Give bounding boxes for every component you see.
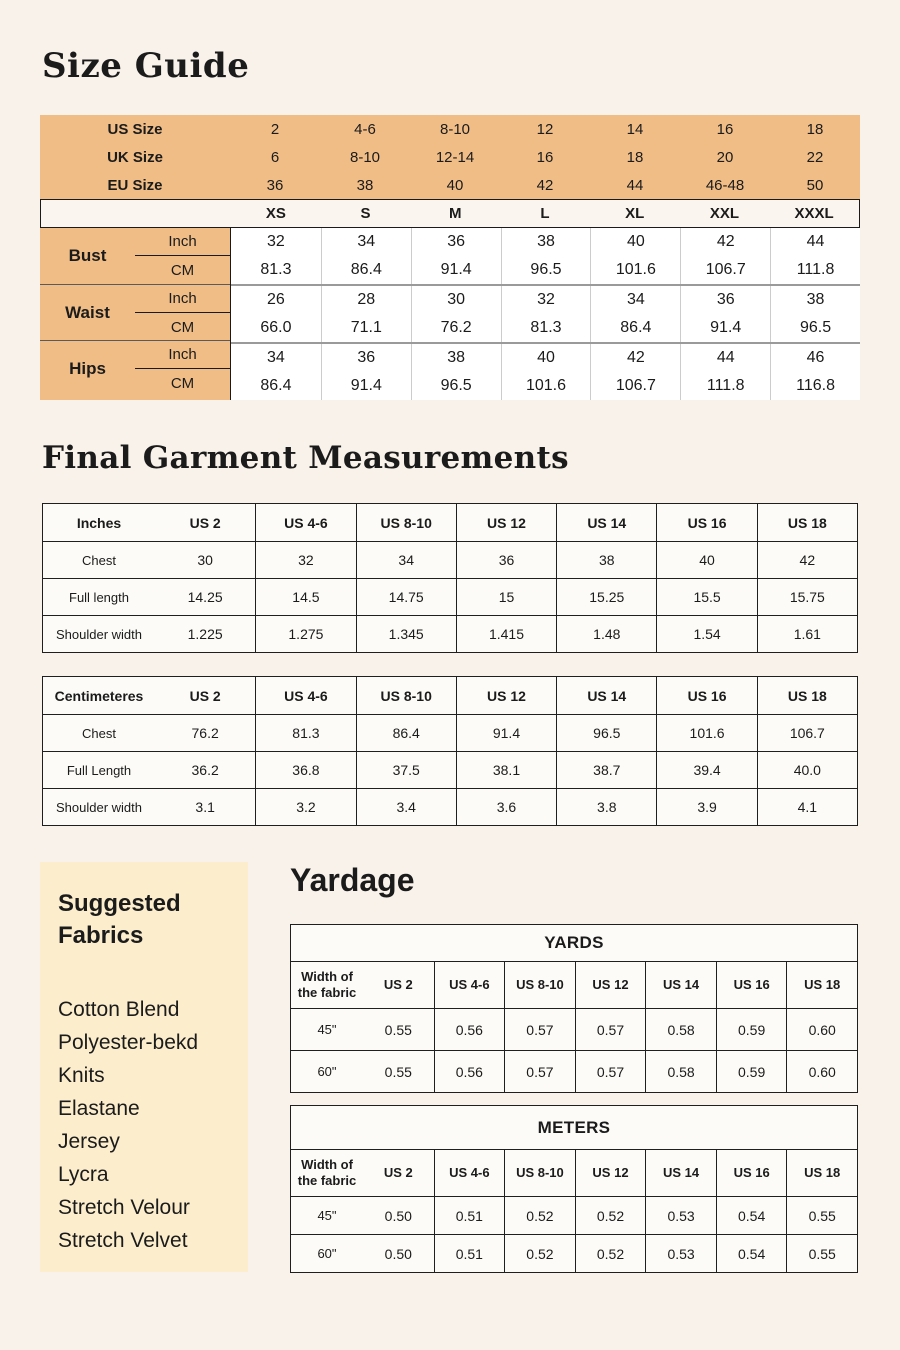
shoulder-width-cm-value: 4.1 bbox=[757, 789, 857, 825]
shoulder-width-inches-value: 1.415 bbox=[456, 616, 556, 652]
yards-60-value: 0.55 bbox=[384, 1063, 412, 1080]
bust-cm-value: 106.7 bbox=[680, 256, 770, 284]
garment-table-inches bbox=[42, 503, 858, 653]
suggested-fabrics-panel bbox=[40, 862, 248, 1272]
full-length-cm-value: 37.5 bbox=[356, 752, 456, 788]
bust-inch-row bbox=[231, 228, 860, 256]
fabric-item: Jersey bbox=[58, 1129, 120, 1153]
waist-cm-row bbox=[231, 314, 860, 342]
size-column-header: US 12 bbox=[575, 962, 646, 1008]
waist-values-group bbox=[231, 284, 860, 342]
fabric-item: Stretch Velour bbox=[58, 1195, 190, 1219]
shoulder-width-row-label: Shoulder width bbox=[56, 626, 142, 642]
waist-inch-unit-label: Inch bbox=[135, 285, 230, 313]
yards-table-title: YARDS bbox=[291, 925, 857, 962]
bust-inch-unit-label: Inch bbox=[135, 228, 230, 256]
size-column-header: US 4-6 bbox=[255, 504, 355, 541]
meters-45-value: 0.52 bbox=[575, 1197, 646, 1234]
full-length-cm-value: 39.4 bbox=[656, 752, 756, 788]
full-length-cm-value: 36.2 bbox=[191, 762, 219, 778]
yards-60-value: 0.60 bbox=[786, 1051, 857, 1092]
width-45-label: 45" bbox=[317, 1022, 337, 1037]
chest-inches-value: 36 bbox=[456, 542, 556, 578]
meters-45-value: 0.52 bbox=[504, 1197, 575, 1234]
bust-cm-value: 96.5 bbox=[501, 256, 591, 284]
waist-inch-value: 38 bbox=[770, 286, 860, 314]
size-column-header: US 14 bbox=[645, 1150, 716, 1196]
yards-60-row bbox=[291, 1050, 857, 1092]
meters-45-value: 0.53 bbox=[645, 1197, 716, 1234]
chest-cm-value: 96.5 bbox=[556, 715, 656, 751]
hips-cm-value: 106.7 bbox=[590, 372, 680, 400]
meters-60-value: 0.50 bbox=[384, 1245, 412, 1262]
letter-size-value: S bbox=[360, 205, 371, 222]
us-size-value: 12 bbox=[536, 120, 554, 138]
uk-size-value: 12-14 bbox=[435, 148, 475, 166]
shoulder-width-inches-value: 1.345 bbox=[356, 616, 456, 652]
bust-inch-value: 38 bbox=[501, 228, 591, 256]
meters-45-value: 0.50 bbox=[384, 1207, 412, 1224]
size-column-header: US 2 bbox=[189, 514, 221, 531]
hips-inch-value: 34 bbox=[267, 349, 285, 366]
yardage-table-yards bbox=[290, 924, 858, 1093]
size-column-header: US 18 bbox=[757, 504, 857, 541]
meters-60-value: 0.51 bbox=[434, 1235, 505, 1272]
full-length-inches-row bbox=[43, 578, 857, 615]
waist-cm-value: 81.3 bbox=[501, 314, 591, 342]
meters-60-value: 0.54 bbox=[716, 1235, 787, 1272]
chest-cm-row bbox=[43, 714, 857, 751]
waist-cm-value: 66.0 bbox=[260, 319, 292, 336]
bust-inch-value: 42 bbox=[680, 228, 770, 256]
garment-inches-header-row bbox=[43, 504, 857, 541]
yards-60-value: 0.57 bbox=[575, 1051, 646, 1092]
waist-cm-value: 71.1 bbox=[321, 314, 411, 342]
us-size-value: 2 bbox=[270, 120, 280, 138]
uk-size-value: 16 bbox=[536, 148, 554, 166]
uk-size-value: 20 bbox=[716, 148, 734, 166]
us-size-value: 16 bbox=[716, 120, 734, 138]
chest-row-label: Chest bbox=[82, 552, 116, 568]
waist-cm-value: 86.4 bbox=[590, 314, 680, 342]
uk-size-value: 6 bbox=[270, 148, 280, 166]
size-column-header: US 12 bbox=[456, 677, 556, 714]
chest-cm-value: 76.2 bbox=[191, 725, 219, 741]
waist-inch-value: 36 bbox=[680, 286, 770, 314]
measurement-values-grid bbox=[230, 228, 860, 400]
letter-size-value: XXXL bbox=[794, 205, 834, 222]
size-column-header: US 2 bbox=[383, 976, 413, 992]
meters-table-title: METERS bbox=[291, 1106, 857, 1150]
full-length-cm-value: 40.0 bbox=[757, 752, 857, 788]
size-column-header: US 18 bbox=[757, 677, 857, 714]
full-length-cm-value: 38.1 bbox=[456, 752, 556, 788]
us-size-row bbox=[40, 115, 860, 143]
size-column-header: US 4-6 bbox=[434, 962, 505, 1008]
fabric-width-header: Width of the fabric bbox=[297, 1156, 357, 1188]
eu-size-row bbox=[40, 171, 860, 199]
shoulder-width-row-label: Shoulder width bbox=[56, 799, 142, 815]
shoulder-width-cm-value: 3.1 bbox=[195, 799, 215, 815]
chest-cm-value: 101.6 bbox=[656, 715, 756, 751]
size-column-header: US 2 bbox=[383, 1164, 413, 1180]
centimeters-unit-header: Centimeteres bbox=[54, 687, 144, 704]
yards-45-value: 0.55 bbox=[384, 1021, 412, 1038]
size-column-header: US 16 bbox=[656, 504, 756, 541]
size-column-header: US 2 bbox=[189, 687, 221, 704]
eu-size-value: 50 bbox=[806, 176, 824, 194]
eu-size-label: EU Size bbox=[107, 176, 163, 194]
eu-size-value: 44 bbox=[626, 176, 644, 194]
hips-cm-row bbox=[231, 372, 860, 400]
eu-size-value: 46-48 bbox=[705, 176, 745, 194]
waist-cm-unit-label: CM bbox=[170, 318, 195, 336]
us-size-value: 14 bbox=[626, 120, 644, 138]
shoulder-width-cm-value: 3.2 bbox=[255, 789, 355, 825]
uk-size-value: 18 bbox=[626, 148, 644, 166]
bust-inch-value: 32 bbox=[267, 233, 285, 250]
waist-inch-value: 28 bbox=[321, 286, 411, 314]
full-length-cm-row bbox=[43, 751, 857, 788]
hips-inch-value: 38 bbox=[411, 344, 501, 372]
chest-cm-value: 86.4 bbox=[356, 715, 456, 751]
uk-size-row bbox=[40, 143, 860, 171]
shoulder-width-inches-value: 1.61 bbox=[757, 616, 857, 652]
size-guide-title: Size Guide bbox=[42, 46, 250, 86]
inches-unit-header: Inches bbox=[76, 514, 122, 531]
shoulder-width-inches-row bbox=[43, 615, 857, 652]
chest-inches-value: 38 bbox=[556, 542, 656, 578]
fabric-item: Polyester-bekd bbox=[58, 1030, 199, 1054]
hips-label: Hips bbox=[69, 359, 106, 378]
size-column-header: US 12 bbox=[456, 504, 556, 541]
size-column-header: US 12 bbox=[575, 1150, 646, 1196]
meters-45-value: 0.55 bbox=[786, 1197, 857, 1234]
width-60-label: 60" bbox=[317, 1246, 337, 1261]
size-column-header: US 14 bbox=[645, 962, 716, 1008]
size-column-header: US 4-6 bbox=[255, 677, 355, 714]
waist-inch-value: 32 bbox=[501, 286, 591, 314]
measurement-labels-column bbox=[40, 228, 230, 400]
size-column-header: US 14 bbox=[556, 677, 656, 714]
full-length-inches-value: 15 bbox=[456, 579, 556, 615]
bust-cm-value: 111.8 bbox=[770, 256, 860, 284]
body-measurements-table bbox=[40, 228, 860, 400]
waist-label: Waist bbox=[65, 303, 110, 322]
size-column-header: US 8-10 bbox=[356, 677, 456, 714]
bust-inch-value: 34 bbox=[321, 228, 411, 256]
shoulder-width-inches-value: 1.54 bbox=[656, 616, 756, 652]
fabric-item: Cotton Blend bbox=[58, 997, 180, 1021]
hips-cm-unit-label: CM bbox=[170, 374, 195, 392]
shoulder-width-inches-value: 1.225 bbox=[187, 626, 223, 642]
uk-size-value: 8-10 bbox=[349, 148, 381, 166]
hips-cm-value: 101.6 bbox=[501, 372, 591, 400]
bust-label-group bbox=[40, 228, 230, 284]
hips-inch-value: 42 bbox=[590, 344, 680, 372]
waist-cm-value: 91.4 bbox=[680, 314, 770, 342]
waist-label-group bbox=[40, 284, 230, 340]
yards-60-value: 0.58 bbox=[645, 1051, 716, 1092]
eu-size-value: 38 bbox=[356, 176, 374, 194]
hips-values-group bbox=[231, 342, 860, 400]
yards-45-value: 0.58 bbox=[645, 1009, 716, 1050]
shoulder-width-cm-value: 3.9 bbox=[656, 789, 756, 825]
width-60-label: 60" bbox=[317, 1064, 337, 1079]
full-length-cm-value: 36.8 bbox=[255, 752, 355, 788]
bust-cm-value: 81.3 bbox=[260, 261, 292, 278]
hips-cm-value: 111.8 bbox=[680, 372, 770, 400]
size-column-header: US 8-10 bbox=[504, 962, 575, 1008]
eu-size-value: 42 bbox=[536, 176, 554, 194]
waist-inch-value: 30 bbox=[411, 286, 501, 314]
letter-size-value: M bbox=[449, 205, 462, 222]
shoulder-width-inches-value: 1.48 bbox=[556, 616, 656, 652]
hips-cm-value: 96.5 bbox=[411, 372, 501, 400]
eu-size-value: 36 bbox=[266, 176, 284, 194]
bust-label: Bust bbox=[68, 246, 107, 265]
meters-45-row bbox=[291, 1196, 857, 1234]
chest-inches-value: 34 bbox=[356, 542, 456, 578]
letter-size-value: XS bbox=[265, 205, 286, 222]
yards-45-row bbox=[291, 1008, 857, 1050]
bust-cm-unit-label: CM bbox=[170, 261, 195, 279]
letter-size-value: L bbox=[540, 205, 550, 222]
chest-inches-value: 42 bbox=[757, 542, 857, 578]
garment-cm-header-row bbox=[43, 677, 857, 714]
shoulder-width-cm-value: 3.6 bbox=[456, 789, 556, 825]
meters-60-value: 0.52 bbox=[504, 1235, 575, 1272]
bust-cm-row bbox=[231, 256, 860, 284]
fabrics-list bbox=[58, 993, 230, 1257]
hips-inch-value: 46 bbox=[770, 344, 860, 372]
chest-inches-row bbox=[43, 541, 857, 578]
yards-45-value: 0.60 bbox=[786, 1009, 857, 1050]
meters-60-value: 0.53 bbox=[645, 1235, 716, 1272]
full-length-inches-value: 15.5 bbox=[656, 579, 756, 615]
fabric-width-header: Width of the fabric bbox=[297, 968, 357, 1000]
chest-row-label: Chest bbox=[82, 725, 116, 741]
bust-inch-value: 36 bbox=[411, 228, 501, 256]
yards-45-value: 0.59 bbox=[716, 1009, 787, 1050]
fabric-item: Lycra bbox=[58, 1162, 109, 1186]
full-length-row-label: Full Length bbox=[66, 762, 132, 778]
shoulder-width-cm-row bbox=[43, 788, 857, 825]
full-length-row-label: Full length bbox=[69, 589, 129, 605]
waist-cm-value: 76.2 bbox=[411, 314, 501, 342]
bust-inch-value: 40 bbox=[590, 228, 680, 256]
bust-cm-value: 101.6 bbox=[590, 256, 680, 284]
letter-size-row bbox=[40, 199, 860, 228]
chest-inches-value: 32 bbox=[255, 542, 355, 578]
full-length-inches-value: 15.75 bbox=[757, 579, 857, 615]
meters-60-row bbox=[291, 1234, 857, 1272]
uk-size-label: UK Size bbox=[107, 148, 163, 166]
size-column-header: US 8-10 bbox=[504, 1150, 575, 1196]
yards-60-value: 0.56 bbox=[434, 1051, 505, 1092]
yards-header-row bbox=[291, 962, 857, 1008]
yards-45-value: 0.57 bbox=[575, 1009, 646, 1050]
chest-cm-value: 91.4 bbox=[456, 715, 556, 751]
full-length-inches-value: 15.25 bbox=[556, 579, 656, 615]
yardage-title: Yardage bbox=[290, 862, 415, 898]
us-size-value: 18 bbox=[806, 120, 824, 138]
uk-size-value: 22 bbox=[806, 148, 824, 166]
width-45-label: 45" bbox=[317, 1208, 337, 1223]
waist-inch-value: 26 bbox=[267, 291, 285, 308]
size-column-header: US 14 bbox=[556, 504, 656, 541]
bust-cm-value: 91.4 bbox=[411, 256, 501, 284]
chest-inches-value: 30 bbox=[197, 552, 213, 568]
chest-inches-value: 40 bbox=[656, 542, 756, 578]
size-column-header: US 4-6 bbox=[434, 1150, 505, 1196]
size-column-header: US 16 bbox=[716, 1150, 787, 1196]
chest-cm-value: 106.7 bbox=[757, 715, 857, 751]
garment-table-centimeters bbox=[42, 676, 858, 826]
us-size-value: 4-6 bbox=[354, 120, 376, 138]
hips-label-group bbox=[40, 340, 230, 396]
shoulder-width-cm-value: 3.8 bbox=[556, 789, 656, 825]
garment-measurements-title: Final Garment Measurements bbox=[42, 440, 569, 476]
waist-cm-value: 96.5 bbox=[770, 314, 860, 342]
hips-cm-value: 86.4 bbox=[260, 377, 292, 394]
full-length-cm-value: 38.7 bbox=[556, 752, 656, 788]
letter-size-value: XXL bbox=[709, 205, 740, 222]
full-length-inches-value: 14.25 bbox=[187, 589, 223, 605]
full-length-inches-value: 14.75 bbox=[356, 579, 456, 615]
yards-60-value: 0.57 bbox=[504, 1051, 575, 1092]
size-column-header: US 16 bbox=[656, 677, 756, 714]
meters-60-value: 0.55 bbox=[786, 1235, 857, 1272]
full-length-inches-value: 14.5 bbox=[255, 579, 355, 615]
hips-inch-row bbox=[231, 344, 860, 372]
meters-header-row bbox=[291, 1150, 857, 1196]
shoulder-width-cm-value: 3.4 bbox=[356, 789, 456, 825]
eu-size-value: 40 bbox=[446, 176, 464, 194]
fabric-item: Elastane bbox=[58, 1096, 140, 1120]
yards-60-value: 0.59 bbox=[716, 1051, 787, 1092]
hips-inch-value: 36 bbox=[321, 344, 411, 372]
bust-values-group bbox=[231, 228, 860, 284]
yardage-table-meters bbox=[290, 1105, 858, 1273]
shoulder-width-inches-value: 1.275 bbox=[255, 616, 355, 652]
meters-45-value: 0.54 bbox=[716, 1197, 787, 1234]
hips-cm-value: 91.4 bbox=[321, 372, 411, 400]
size-column-header: US 18 bbox=[786, 1150, 857, 1196]
hips-inch-unit-label: Inch bbox=[135, 341, 230, 369]
meters-60-value: 0.52 bbox=[575, 1235, 646, 1272]
us-size-value: 8-10 bbox=[439, 120, 471, 138]
hips-cm-value: 116.8 bbox=[770, 372, 860, 400]
hips-inch-value: 40 bbox=[501, 344, 591, 372]
meters-45-value: 0.51 bbox=[434, 1197, 505, 1234]
letter-size-value: XL bbox=[625, 205, 645, 222]
bust-inch-value: 44 bbox=[770, 228, 860, 256]
size-conversion-block bbox=[40, 115, 860, 199]
suggested-fabrics-title: Suggested Fabrics bbox=[58, 890, 181, 950]
waist-inch-value: 34 bbox=[590, 286, 680, 314]
size-column-header: US 8-10 bbox=[356, 504, 456, 541]
fabric-item: Stretch Velvet bbox=[58, 1228, 188, 1252]
waist-inch-row bbox=[231, 286, 860, 314]
hips-inch-value: 44 bbox=[680, 344, 770, 372]
chest-cm-value: 81.3 bbox=[255, 715, 355, 751]
size-column-header: US 18 bbox=[786, 962, 857, 1008]
size-conversion-table bbox=[40, 115, 860, 400]
fabric-item: Knits bbox=[58, 1063, 105, 1087]
yards-45-value: 0.56 bbox=[434, 1009, 505, 1050]
size-column-header: US 16 bbox=[716, 962, 787, 1008]
yards-45-value: 0.57 bbox=[504, 1009, 575, 1050]
us-size-label: US Size bbox=[107, 120, 163, 138]
bust-cm-value: 86.4 bbox=[321, 256, 411, 284]
